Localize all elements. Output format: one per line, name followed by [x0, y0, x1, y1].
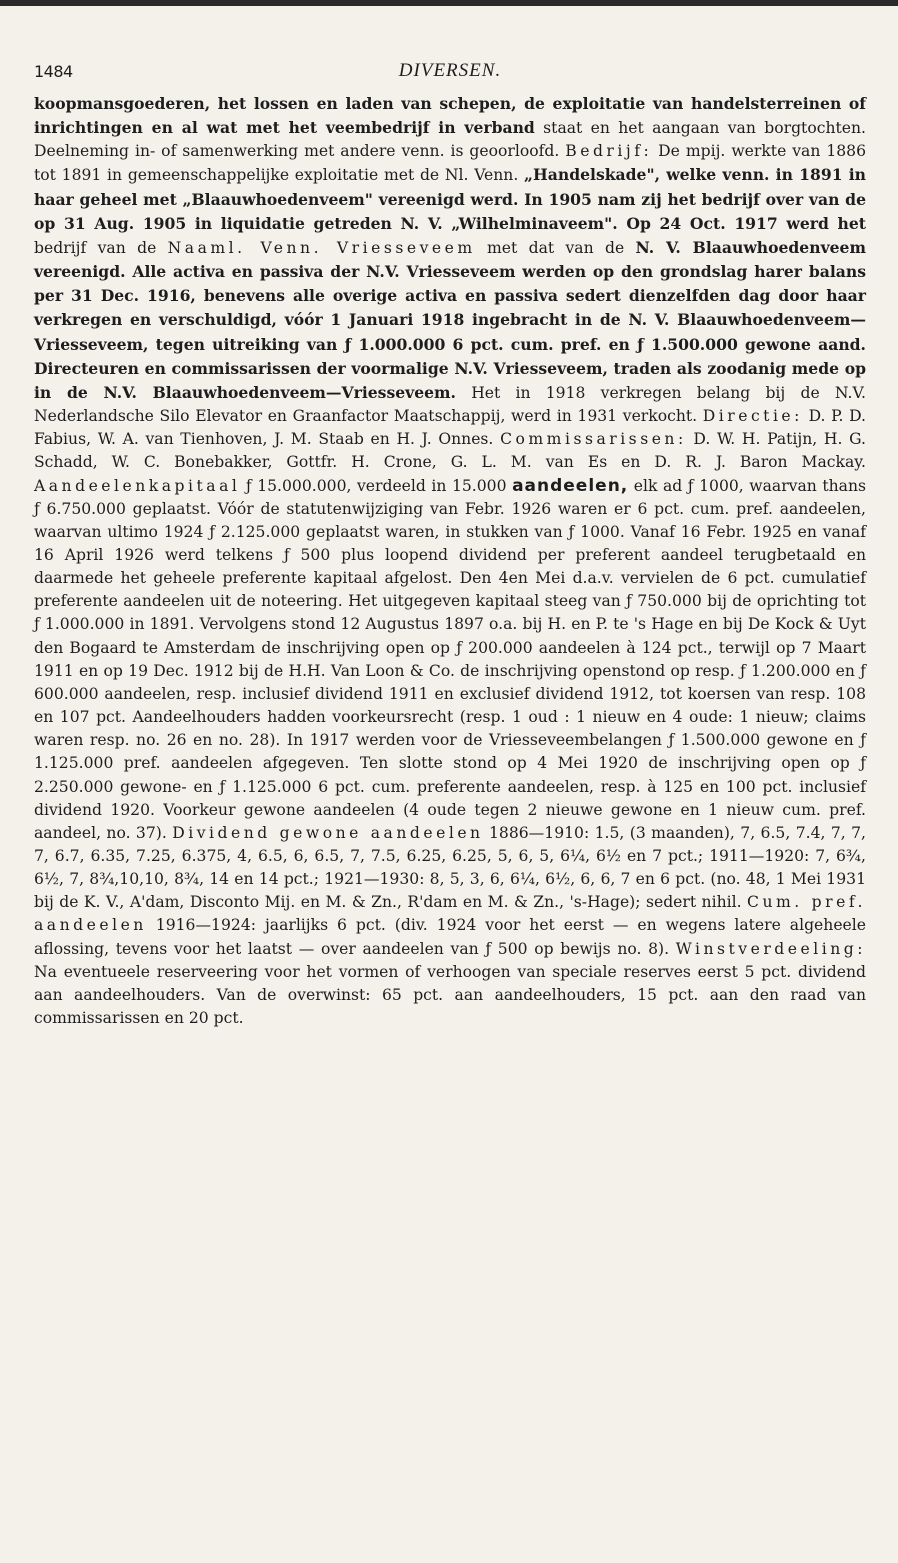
- spaced-heading-run: Directie:: [702, 407, 803, 426]
- spaced-heading-run: Cum. pref. aandeelen: [34, 893, 867, 935]
- spaced-heading-run: Bedrijf:: [565, 142, 653, 161]
- spaced-heading-run: Aandeelenkapitaal: [34, 476, 241, 495]
- bold-text-run: koopmansgoederen, het lossen en laden van schepen, de exploitatie van handelsterreinen of inrichtingen en al wat met het veembedrijf in verband: [34, 94, 866, 138]
- page-top-edge: [0, 0, 898, 6]
- text-run: 1886—1910: 1.5, (3 maanden), 7, 6.5, 7.4, 7, 7, 7, 6.7, 6.35, 7.25, 6.375, 4, 6.5, 6, 6.5, 7, 7.5, 6.25, 6.25, 5, 6, 5, 6¼, 6½ en 7 pct.; 1911—1920: 7, 6¾, 6½, 7, 8¾,10,10, 8¾, 14 en 14 pct.; 1921—1930: 8, 5, 3, 6, 6¼, 6½, 6, 6, 7 en 6 pct. (no. 48, 1 Mei 1931 bij de K. V., A'dam, Disconto Mij. en M. & Zn., R'dam en M. & Zn., 's-Hage); sedert nihil.: [34, 823, 867, 912]
- text-run: De mpij. werkte van 1886 tot 1891 in gemeenschappelijke exploitatie met de Nl. Venn.: [34, 142, 866, 185]
- text-run: staat en het aangaan van borgtochten. Deelneming in- of samenwerking met andere venn. is geoorloofd.: [34, 119, 866, 161]
- text-run: D. W. H. Patijn, H. G. Schadd, W. C. Bonebakker, Gottfr. H. Crone, G. L. M. van Es en D. R. J. Baron Mackay.: [34, 430, 866, 472]
- text-run: Het in 1918 verkregen belang bij de N.V. Nederlandsche Silo Elevator en Graanfactor Maatschappij, werd in 1931 verkocht.: [34, 383, 866, 426]
- text-run: D. P. D. Fabius, W. A. van Tienhoven, J. M. Staab en H. J. Onnes.: [34, 407, 866, 449]
- text-run: Na eventueele reserveering voor het vormen of verhoogen van speciale reserves eerst 5 pct. dividend aan aandeelhouders. Van de overwinst: 65 pct. aan aandeelhouders, 15 pct. aan den raad van commissarissen en 20 pct.: [34, 962, 866, 1028]
- text-run: bedrijf van de: [34, 238, 168, 257]
- page-number: 1484: [34, 62, 73, 81]
- spaced-heading-run: Naaml. Venn. Vriesseveem: [167, 238, 476, 257]
- spaced-heading-run: Dividend gewone aandeelen: [172, 823, 484, 842]
- text-run: elk ad ƒ 1000, waarvan thans ƒ 6.750.000 geplaatst. Vóór de statutenwijziging van Febr. 1926 waren er 6 pct. cum. pref. aandeelen, waarvan ultimo 1924 ƒ 2.125.000 geplaatst waren, in stukken van ƒ 1000. Vanaf 16 Febr. 1925 en vanaf 16 April 1926 werd telkens ƒ 500 plus loopend dividend per preferent aandeel terugbetaald en daarmede het geheele preferente kapitaal afgelost. Den 4en Mei d.a.v. vervielen de 6 pct. cumulatief preferente aandeelen uit de noteering. Het uitgegeven kapitaal steeg van ƒ 750.000 bij de oprichting tot ƒ 1.000.000 in 1891. Vervolgens stond 12 Augustus 1897 o.a. bij H. en P. te 's Hage en bij De Kock & Uyt den Bogaard te Amsterdam de inschrijving open op ƒ 200.000 aandeelen à 124 pct., terwijl op 7 Maart 1911 en op 19 Dec. 1912 bij de H.H. Van Loon & Co. de inschrijving openstond op resp. ƒ 1.200.000 en ƒ 600.000 aandeelen, resp. inclusief dividend 1911 en exclusief dividend 1912, tot koersen van resp. 108 en 107 pct. Aandeelhouders hadden voorkeursrecht (resp. 1 oud : 1 nieuw en 4 oude: 1 nieuw; claims waren resp. no. 26 en no. 28). In 1917 werden voor de Vriesseveembelangen ƒ 1.500.000 gewone en ƒ 1.125.000 pref. aandeelen afgegeven. Ten slotte stond op 4 Mei 1920 de inschrijving open op ƒ 2.250.000 gewone- en ƒ 1.125.000 6 pct. cum. preferente aandeelen, resp. à 125 en 100 pct. inclusief dividend 1920. Voorkeur gewone aandeelen (4 oude tegen 2 nieuwe gewone en 1 nieuw cum. pref. aandeel, no. 37).: [34, 476, 866, 842]
- page-header: [34, 34, 866, 86]
- spaced-heading-run: Commissarissen:: [500, 430, 687, 449]
- heavy-text-run: aandeelen,: [512, 475, 629, 496]
- spaced-heading-run: Winstverdeeling:: [675, 939, 866, 958]
- text-run: met dat van de: [475, 238, 636, 257]
- body-paragraph: [34, 86, 866, 1030]
- document-page: [34, 34, 866, 1030]
- bold-text-run: „Handelskade", welke venn. in 1891 in haar geheel met „Blaauwhoedenveem" vereenigd werd. In 1905 nam zij het bedrijf over van de op 31 Aug. 1905 in liquidatie getreden N. V. „Wilhelminaveem". Op 24 Oct. 1917 werd het: [34, 165, 867, 233]
- running-head: DIVERSEN.: [398, 60, 502, 81]
- bold-text-run: N. V. Blaauwhoedenveem vereenigd. Alle activa en passiva der N.V. Vriesseveem werden op den grondslag harer balans per 31 Dec. 1916, benevens alle overige activa en passiva sedert dienzelfden dag door haar verkregen en verschuldigd, vóór 1 Januari 1918 ingebracht in de N. V. Blaauwhoedenveem—Vriesseveem, tegen uitreiking van ƒ 1.000.000 6 pct. cum. pref. en ƒ 1.500.000 gewone aand. Directeuren en commissarissen der voormalige N.V. Vriesseveem, traden als zoodanig mede op in de N.V. Blaauwhoedenveem—Vriesseveem.: [34, 237, 866, 402]
- text-run: 1916—1924: jaarlijks 6 pct. (div. 1924 voor het eerst — en wegens latere algeheele aflossing, tevens voor het laatst — over aandeelen van ƒ 500 op bewijs no. 8).: [34, 916, 866, 958]
- text-run: ƒ 15.000.000, verdeeld in 15.000: [240, 476, 513, 495]
